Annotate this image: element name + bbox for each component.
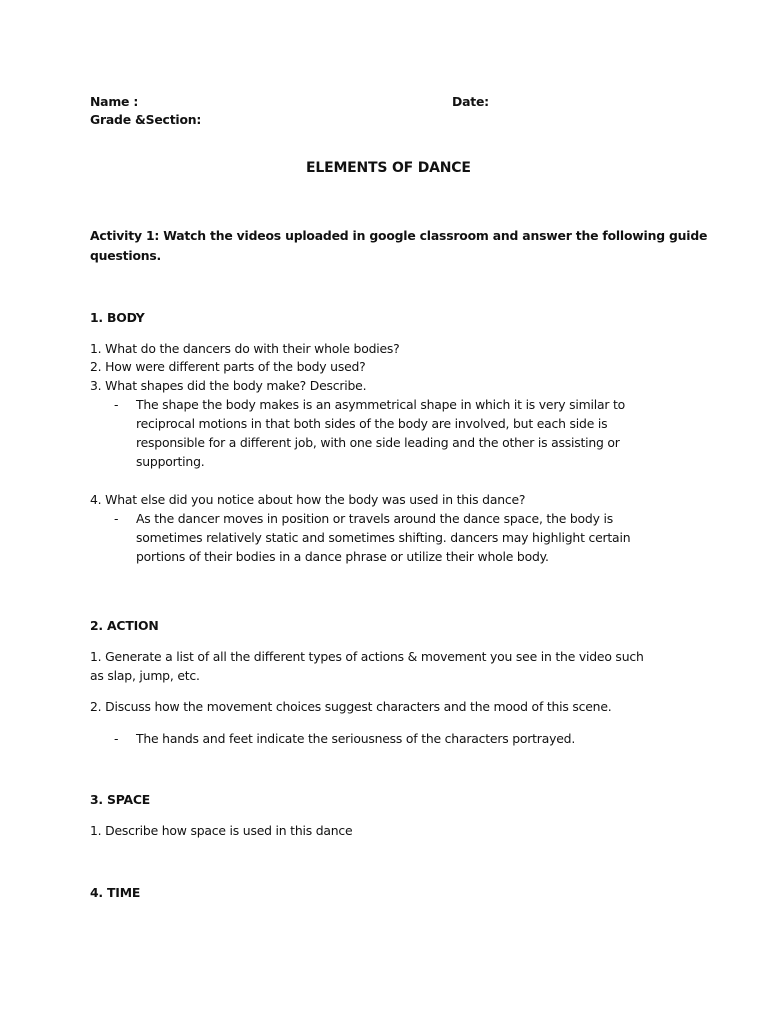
section-heading-body: 1. BODY [90,310,145,325]
date-label: Date: [452,94,489,109]
page-title: ELEMENTS OF DANCE [306,160,471,176]
body-question-3: 3. What shapes did the body make? Describe. [90,378,367,393]
section-heading-time: 4. TIME [90,885,141,900]
body-question-4: 4. What else did you notice about how the body was used in this dance? [90,492,526,507]
section-heading-action: 2. ACTION [90,618,159,633]
body-question-1: 1. What do the dancers do with their whole bodies? [90,341,400,356]
body-answer-3-line-2: reciprocal motions in that both sides of the body are involved, but each side is [136,416,608,431]
action-question-2: 2. Discuss how the movement choices suggest characters and the mood of this scene. [90,699,612,714]
activity-instruction-line-2: questions. [90,248,162,263]
body-answer-4-line-3: portions of their bodies in a dance phrase or utilize their whole body. [136,549,549,564]
action-answer-2: The hands and feet indicate the seriousness of the characters portrayed. [136,731,576,746]
bullet-dash: - [114,511,119,526]
name-label: Name : [90,94,139,109]
body-answer-4-line-2: sometimes relatively static and sometimes shifting. dancers may highlight certain [136,530,631,545]
section-heading-space: 3. SPACE [90,792,151,807]
body-question-2: 2. How were different parts of the body used? [90,359,366,374]
body-answer-3-line-3: responsible for a different job, with one side leading and the other is assisting or [136,435,620,450]
body-answer-3-line-1: The shape the body makes is an asymmetrical shape in which it is very similar to [136,397,626,412]
grade-section-label: Grade &Section: [90,112,202,127]
body-answer-3-line-4: supporting. [136,454,205,469]
action-question-1-line-2: as slap, jump, etc. [90,668,200,683]
space-question-1: 1. Describe how space is used in this dance [90,823,353,838]
activity-instruction-line-1: Activity 1: Watch the videos uploaded in google classroom and answer the following guide [90,228,708,243]
action-question-1-line-1: 1. Generate a list of all the different types of actions & movement you see in the video such [90,649,644,664]
bullet-dash: - [114,731,119,746]
body-answer-4-line-1: As the dancer moves in position or travels around the dance space, the body is [136,511,613,526]
bullet-dash: - [114,397,119,412]
